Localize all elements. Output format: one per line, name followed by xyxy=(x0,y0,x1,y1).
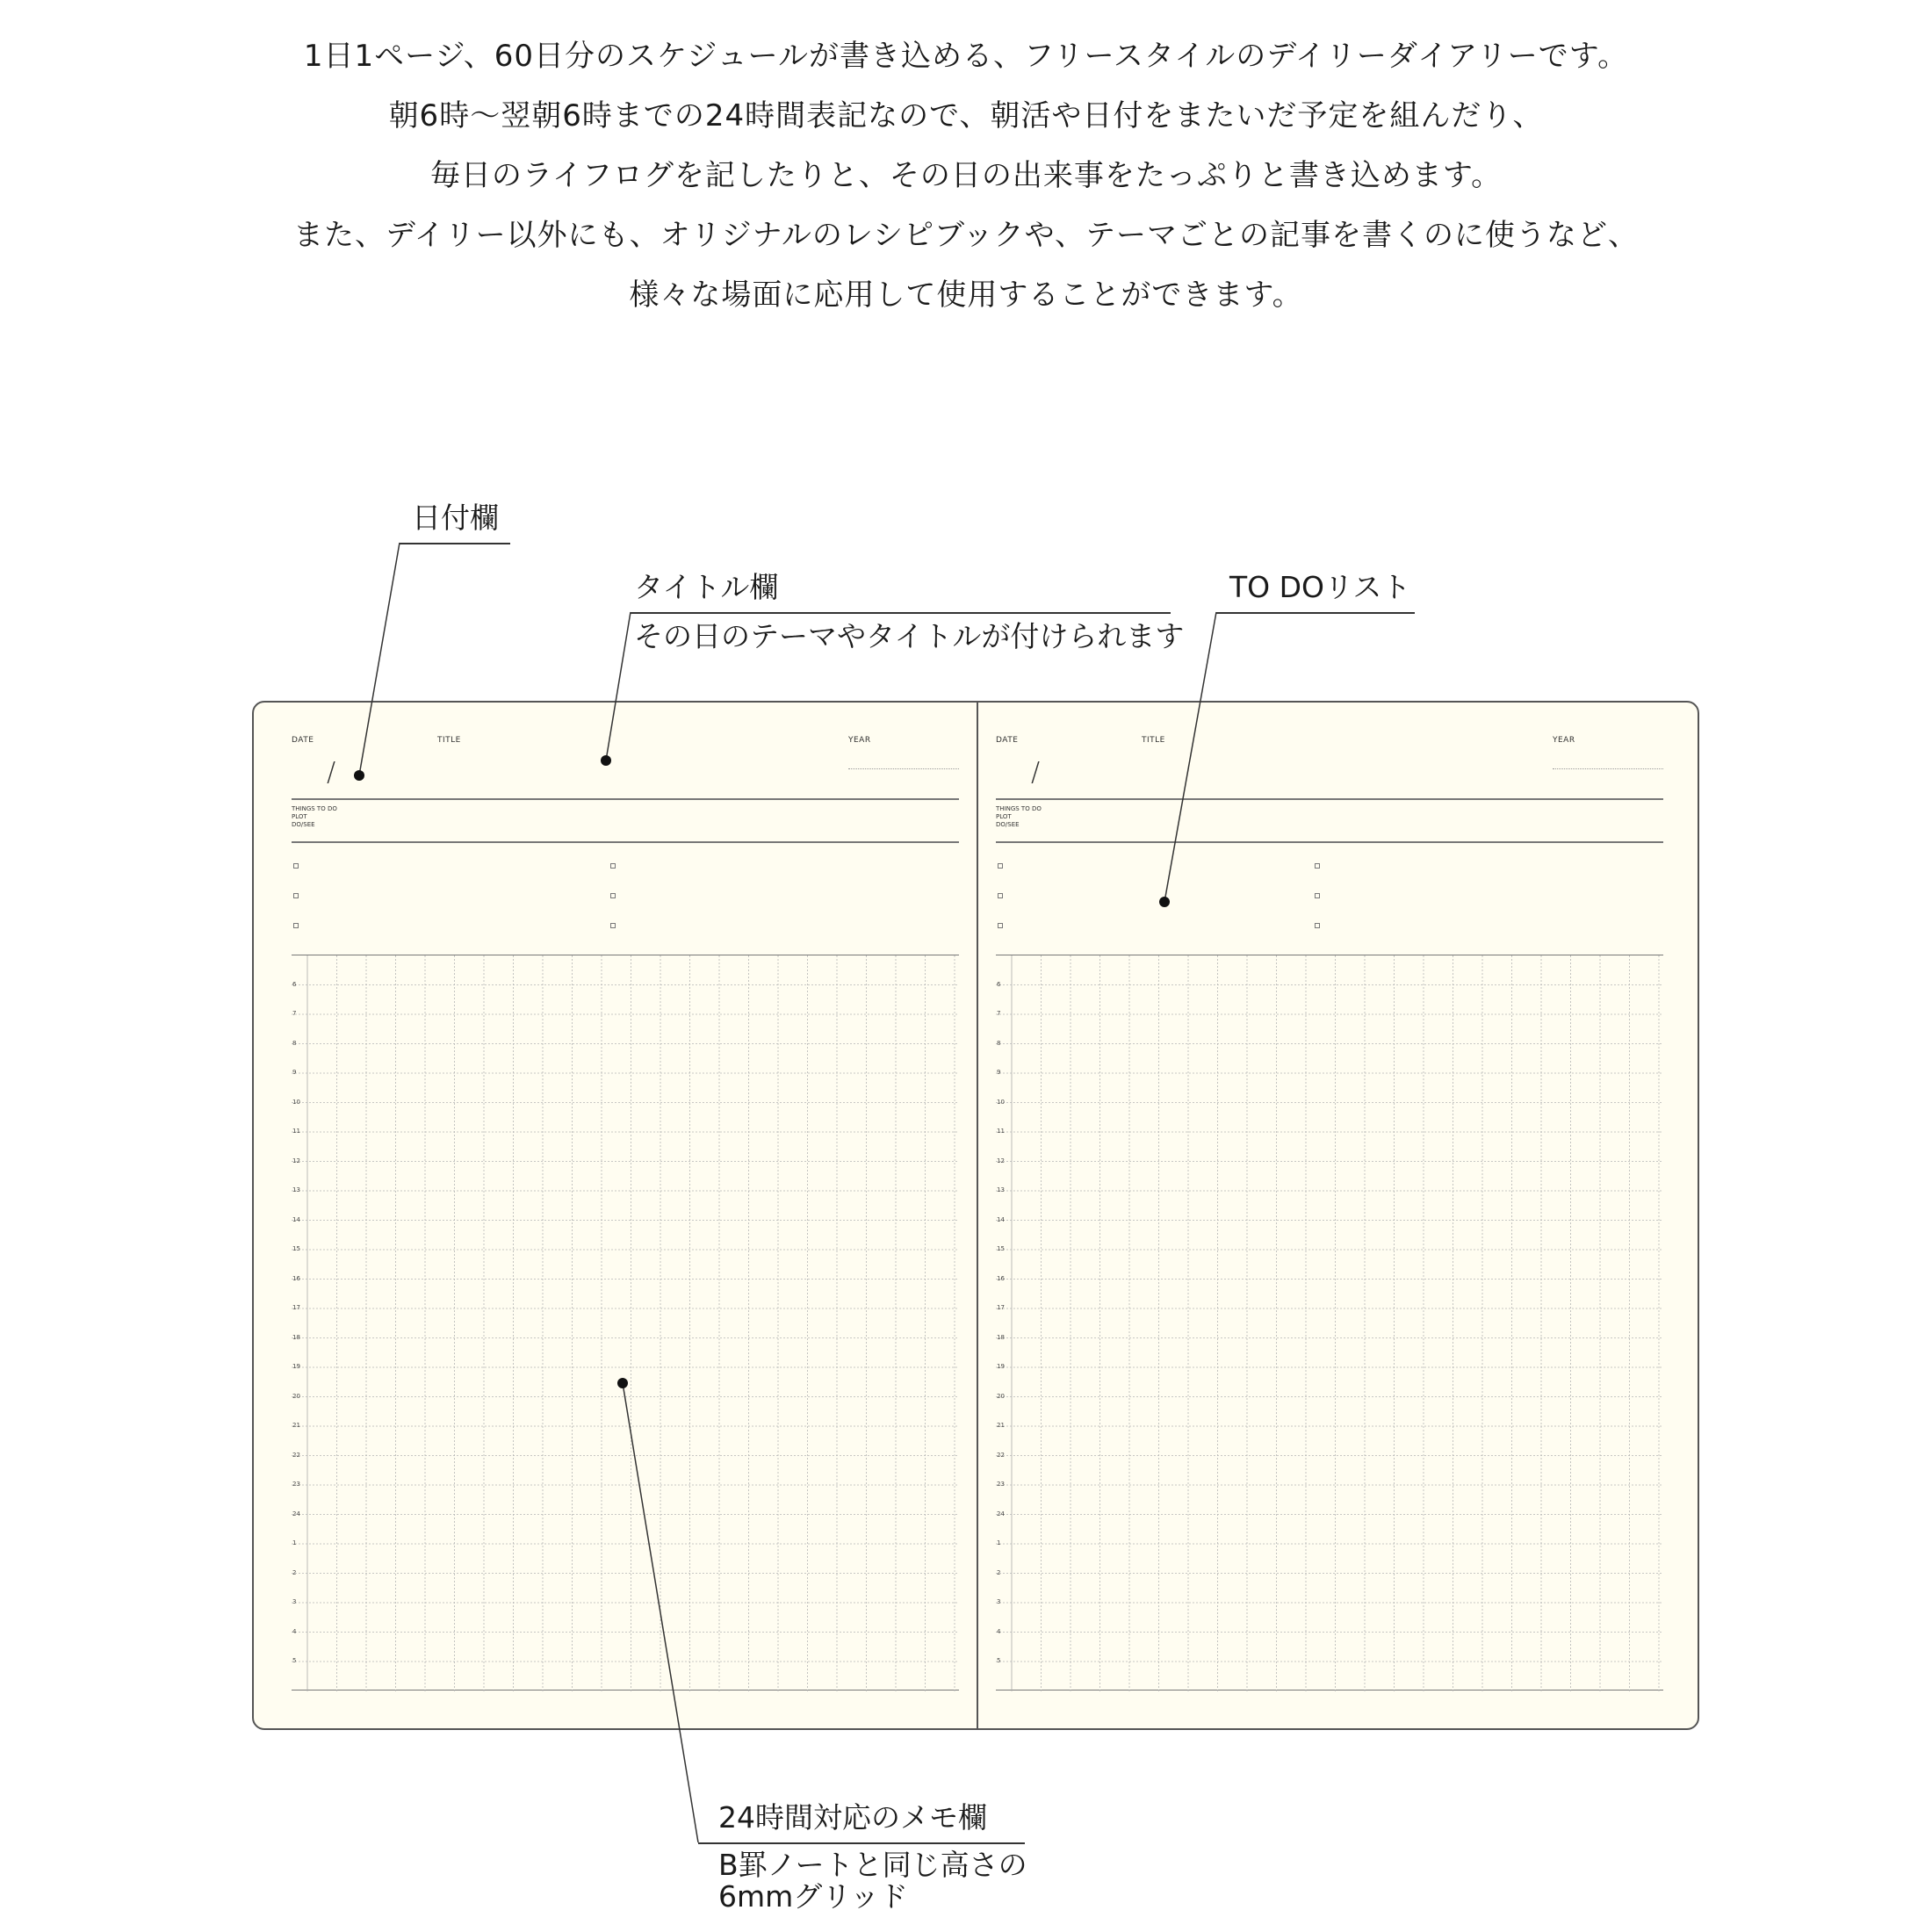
hour-label: 5 xyxy=(997,1657,1001,1664)
title-leader-line xyxy=(606,612,631,761)
hour-label: 20 xyxy=(292,1392,300,1400)
todo-list-callout: TO DOリスト xyxy=(1229,570,1411,604)
hour-label: 16 xyxy=(292,1274,300,1282)
memo-leader-line xyxy=(623,1383,698,1842)
hour-label: 4 xyxy=(997,1627,1001,1635)
hour-label: 8 xyxy=(997,1039,1001,1047)
intro-line: 様々な場面に応用して使用することができます。 xyxy=(629,278,1303,313)
hour-label: 14 xyxy=(997,1215,1005,1223)
todo-leader-line xyxy=(1164,612,1216,902)
things-line: THINGS TO DO xyxy=(996,805,1042,812)
hour-label: 7 xyxy=(292,1010,297,1017)
hour-label: 3 xyxy=(292,1598,297,1605)
intro-line: また、デイリー以外にも、オリジナルのレシピブックや、テーマごとの記事を書くのに使うなど、 xyxy=(292,218,1639,253)
hour-label: 13 xyxy=(997,1186,1005,1193)
hour-label: 2 xyxy=(292,1568,297,1576)
hour-label: 21 xyxy=(292,1422,300,1429)
hour-label: 12 xyxy=(997,1157,1005,1164)
things-line: DO/SEE xyxy=(292,821,315,828)
hour-label: 15 xyxy=(292,1245,300,1252)
hour-label: 18 xyxy=(997,1333,1005,1341)
hour-label: 19 xyxy=(997,1363,1005,1370)
things-line: DO/SEE xyxy=(996,821,1020,828)
intro-line: 1日1ページ、60日分のスケジュールが書き込める、フリースタイルのデイリーダイアリーです。 xyxy=(303,39,1629,74)
hour-label: 18 xyxy=(292,1333,300,1341)
hour-label: 1 xyxy=(997,1539,1001,1546)
todo-marker-dot xyxy=(1159,897,1170,907)
hour-label: 14 xyxy=(292,1215,300,1223)
hour-label: 24 xyxy=(292,1510,300,1517)
memo-marker-dot xyxy=(617,1378,628,1388)
things-line: PLOT xyxy=(996,813,1012,820)
hour-label: 17 xyxy=(997,1304,1005,1311)
hour-label: 6 xyxy=(997,980,1001,988)
hour-label: 20 xyxy=(997,1392,1005,1400)
date-marker-dot xyxy=(354,770,364,781)
hour-label: 1 xyxy=(292,1539,297,1546)
hour-label: 17 xyxy=(292,1304,300,1311)
hour-label: 9 xyxy=(292,1069,297,1076)
hour-label: 3 xyxy=(997,1598,1001,1605)
hour-label: 7 xyxy=(997,1010,1001,1017)
memo-field-desc-1: B罫ノートと同じ高さの xyxy=(718,1848,1027,1882)
title-label: TITLE xyxy=(437,736,461,745)
hour-label: 15 xyxy=(997,1245,1005,1252)
hour-label: 22 xyxy=(997,1451,1005,1459)
hour-label: 2 xyxy=(997,1568,1001,1576)
intro-line: 毎日のライフログを記したりと、その日の出来事をたっぷりと書き込めます。 xyxy=(429,158,1503,193)
memo-field-callout: 24時間対応のメモ欄 xyxy=(718,1800,987,1835)
hour-label: 21 xyxy=(997,1422,1005,1429)
intro-line: 朝6時〜翌朝6時までの24時間表記なので、朝活や日付をまたいだ予定を組んだり、 xyxy=(388,98,1544,133)
title-label: TITLE xyxy=(1142,736,1165,745)
hour-label: 10 xyxy=(997,1098,1005,1106)
hour-label: 6 xyxy=(292,980,297,988)
hour-label: 9 xyxy=(997,1069,1001,1076)
date-label: DATE xyxy=(292,736,314,745)
things-line: PLOT xyxy=(292,813,307,820)
hour-label: 22 xyxy=(292,1451,300,1459)
hour-label: 8 xyxy=(292,1039,297,1047)
hour-label: 10 xyxy=(292,1098,300,1106)
hour-label: 16 xyxy=(997,1274,1005,1282)
hour-label: 11 xyxy=(997,1128,1005,1135)
memo-field-desc-2: 6mmグリッド xyxy=(718,1879,908,1914)
hour-label: 19 xyxy=(292,1363,300,1370)
hour-label: 11 xyxy=(292,1128,300,1135)
hour-label: 12 xyxy=(292,1157,300,1164)
hour-label: 4 xyxy=(292,1627,297,1635)
date-field-callout: 日付欄 xyxy=(412,501,499,535)
title-field-desc: その日のテーマやタイトルが付けられます xyxy=(634,619,1185,653)
things-line: THINGS TO DO xyxy=(292,805,337,812)
date-slash: / xyxy=(1031,757,1041,788)
date-leader-line xyxy=(359,543,400,775)
date-slash: / xyxy=(327,757,336,788)
hour-label: 24 xyxy=(997,1510,1005,1517)
title-marker-dot xyxy=(601,755,611,766)
title-field-callout: タイトル欄 xyxy=(634,570,779,604)
hour-label: 23 xyxy=(292,1481,300,1488)
year-label: YEAR xyxy=(1553,736,1575,745)
hour-label: 13 xyxy=(292,1186,300,1193)
date-label: DATE xyxy=(996,736,1019,745)
hour-label: 5 xyxy=(292,1657,297,1664)
year-label: YEAR xyxy=(848,736,871,745)
hour-label: 23 xyxy=(997,1481,1005,1488)
